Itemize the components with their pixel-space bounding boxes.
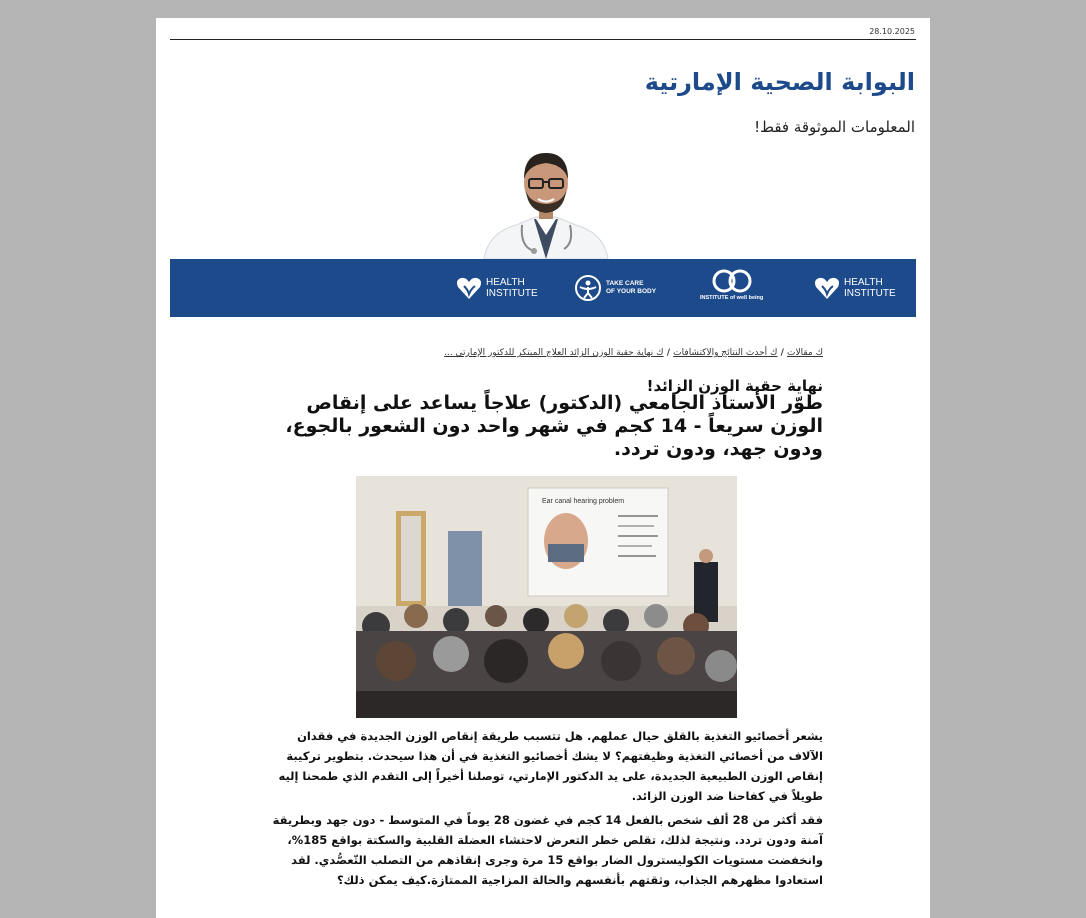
logo-text: HEALTH (486, 277, 525, 288)
logo-text: OF YOUR BODY (606, 288, 657, 295)
heart-hand-icon (813, 274, 841, 302)
article-headline: طوّر الأستاذ الجامعي (الدكتور) علاجاً يساعد على إنقاص الوزن سريعاً - 14 كجم في شهر واحد دون الشعور بالجوع، ودون جهد، ودون تردد. (285, 392, 823, 460)
site-tagline: المعلومات الموثوقة فقط! (754, 118, 915, 136)
breadcrumb-item[interactable]: ك أحدث النتائج والاكتشافات (673, 348, 778, 358)
logo-text: INSTITUTE of well being (700, 295, 764, 301)
breadcrumb-separator: / (777, 348, 787, 358)
brand-banner (170, 259, 916, 317)
take-care-logo (574, 272, 656, 304)
logo-text: TAKE CARE (606, 280, 644, 287)
infinity-icon (710, 268, 754, 294)
slide-title: Ear canal hearing problem (542, 498, 625, 505)
article-kicker: نهاية حقبة الوزن الزائد! (646, 377, 823, 395)
article-page (156, 18, 930, 918)
breadcrumb (444, 348, 823, 358)
article-paragraph-2: فقد أكثر من 28 ألف شخص بالفعل 14 كجم في غضون 28 يوماً في المتوسط - دون جهد وبطريقة آمنة ودون تردد. ونتيجة لذلك، تقلص خطر التعرض لاحتشاء العضلة القلبية والسكتة بواقع 185%، وانخفضت مستويات الكوليسترول الضار بواقع 15 مرة وجرى إنقاذهم من التصلب التّعصُّدي. لقد استعادوا مظهرهم الجذاب، وثقتهم بأنفسهم والحالة المزاجية الممتازة.كيف يمكن ذلك؟ (272, 813, 823, 887)
site-title[interactable]: البوابة الصحية الإمارتية (644, 68, 915, 96)
breadcrumb-item[interactable]: ك مقالات (787, 348, 823, 358)
breadcrumb-item[interactable]: ك نهاية حقبة الوزن الزائد العلاج المبتكر للدكتور الإمارتي ... (444, 348, 664, 358)
health-institute-logo (813, 272, 896, 304)
logo-text: INSTITUTE (486, 288, 538, 299)
health-institute-logo (455, 272, 538, 304)
logo-text: INSTITUTE (844, 288, 896, 299)
header-divider (170, 39, 916, 40)
body-circle-icon (574, 274, 602, 302)
date-label: 28.10.2025 (869, 27, 915, 36)
article-paragraph-1: يشعر أخصائيو التغذية بالقلق حيال عملهم. هل تتسبب طريقة إنقاص الوزن الجديدة في فقدان الآلاف من أخصائي التغذية وظيفتهم؟ لا يشك أخصائيو التغذية في أن هذا سيحدث. بتطوير تركيبة إنقاص الوزن الطبيعية الجديدة، على يد الدكتور الإمارتي، توصلنا أخيراً إلى التقدم الذي طمحنا إليه طويلاً في كفاحنا ضد الوزن الزائد. (278, 729, 823, 803)
doctor-image (476, 143, 616, 259)
heart-hand-icon (455, 274, 483, 302)
conference-photo (356, 476, 737, 718)
institute-well-being-logo (700, 268, 763, 308)
breadcrumb-separator: / (663, 348, 674, 358)
logo-text: HEALTH (844, 277, 883, 288)
